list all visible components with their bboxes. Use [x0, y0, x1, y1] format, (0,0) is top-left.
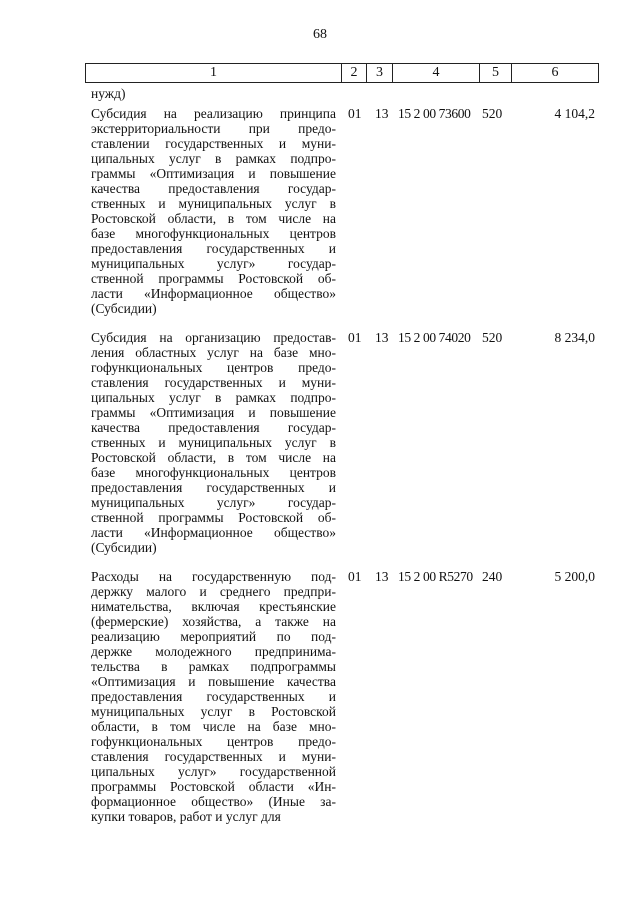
continuation-text: нужд) [91, 86, 126, 101]
row-description-line: нимательства, включая крестьянские [91, 599, 336, 614]
row-description-line: (фермерские) хозяйства, а также на [91, 614, 336, 629]
row-description-line: экстерриториальности при предо- [91, 121, 336, 136]
row-description-line: ственной программы Ростовской об- [91, 510, 336, 525]
row-description-line: ставлении государственных и муни- [91, 136, 336, 151]
row-description-line: формационное общество» (Иные за- [91, 794, 336, 809]
row-description-line: реализацию мероприятий по под- [91, 629, 336, 644]
row-description-line: ственной программы Ростовской об- [91, 271, 336, 286]
row-description-line: «Оптимизация и повышение качества [91, 674, 336, 689]
row-description-line: Субсидия на реализацию принципа [91, 106, 336, 121]
header-col-3: 3 [367, 64, 393, 82]
row-description-line: качества предоставления государ- [91, 181, 336, 196]
row-col2: 01 [348, 569, 362, 584]
row-description-line: муниципальных услуг в Ростовской [91, 704, 336, 719]
row-col3: 13 [375, 569, 389, 584]
page-number: 68 [313, 27, 327, 42]
row-col4: 15 2 00 73600 [398, 106, 471, 121]
row-description-line: держке молодежного предпринима- [91, 644, 336, 659]
row-description-line: ципальных услуг» государственной [91, 764, 336, 779]
row-description-line: (Субсидии) [91, 301, 157, 316]
row-description-line: ципальных услуг в рамках подпро- [91, 151, 336, 166]
header-col-6: 6 [551, 65, 559, 80]
row-description-line: граммы «Оптимизация и повышение [91, 166, 336, 181]
row-col3: 13 [375, 330, 389, 345]
row-description-line: гофункциональных центров предо- [91, 734, 336, 749]
row-description-line: граммы «Оптимизация и повышение [91, 405, 336, 420]
header-col-1: 1 [86, 64, 342, 82]
row-description-line: держку малого и среднего предпри- [91, 584, 336, 599]
row-col3: 13 [375, 106, 389, 121]
row-description-line: муниципальных услуг» государ- [91, 256, 336, 271]
row-description-line: Ростовской области, в том числе на [91, 450, 336, 465]
row-description-line: ципальных услуг в рамках подпро- [91, 390, 336, 405]
table-header [85, 63, 599, 83]
row-description-line: ставления государственных и муни- [91, 749, 336, 764]
row-description-line: ласти «Информационное общество» [91, 286, 336, 301]
row-col5: 520 [482, 330, 503, 345]
header-col-5: 5 [480, 64, 512, 82]
header-col-2: 2 [342, 64, 367, 82]
row-description-line: гофункциональных центров предо- [91, 360, 336, 375]
row-col6: 4 104,2 [554, 106, 595, 121]
row-col5: 520 [482, 106, 503, 121]
row-description-line: ственных и муниципальных услуг в [91, 196, 336, 211]
row-description-line: базе многофункциональных центров [91, 226, 336, 241]
row-description-line: базе многофункциональных центров [91, 465, 336, 480]
row-col4: 15 2 00 74020 [398, 330, 471, 345]
header-col-4: 4 [393, 64, 480, 82]
row-description-line: качества предоставления государ- [91, 420, 336, 435]
row-description-line: предоставления государственных и [91, 241, 336, 256]
row-col5: 240 [482, 569, 503, 584]
row-description-line: предоставления государственных и [91, 689, 336, 704]
row-description-line: ласти «Информационное общество» [91, 525, 336, 540]
row-description-line: программы Ростовской области «Ин- [91, 779, 336, 794]
row-description-line: Субсидия на организацию предостав- [91, 330, 336, 345]
row-description-line: Ростовской области, в том числе на [91, 211, 336, 226]
row-description-line: купки товаров, работ и услуг для [91, 809, 281, 824]
row-description-line: тельства в рамках подпрограммы [91, 659, 336, 674]
row-col6: 8 234,0 [554, 330, 595, 345]
row-description-line: области, в том числе на базе мно- [91, 719, 336, 734]
row-description-line: Расходы на государственную под- [91, 569, 336, 584]
row-description-line: предоставления государственных и [91, 480, 336, 495]
row-col2: 01 [348, 330, 362, 345]
row-description-line: ственных и муниципальных услуг в [91, 435, 336, 450]
row-description-line: муниципальных услуг» государ- [91, 495, 336, 510]
row-col6: 5 200,0 [554, 569, 595, 584]
row-description-line: ставления государственных и муни- [91, 375, 336, 390]
row-col2: 01 [348, 106, 362, 121]
row-description-line: (Субсидии) [91, 540, 157, 555]
row-description-line: ления областных услуг на базе мно- [91, 345, 336, 360]
row-col4: 15 2 00 R5270 [398, 569, 473, 584]
